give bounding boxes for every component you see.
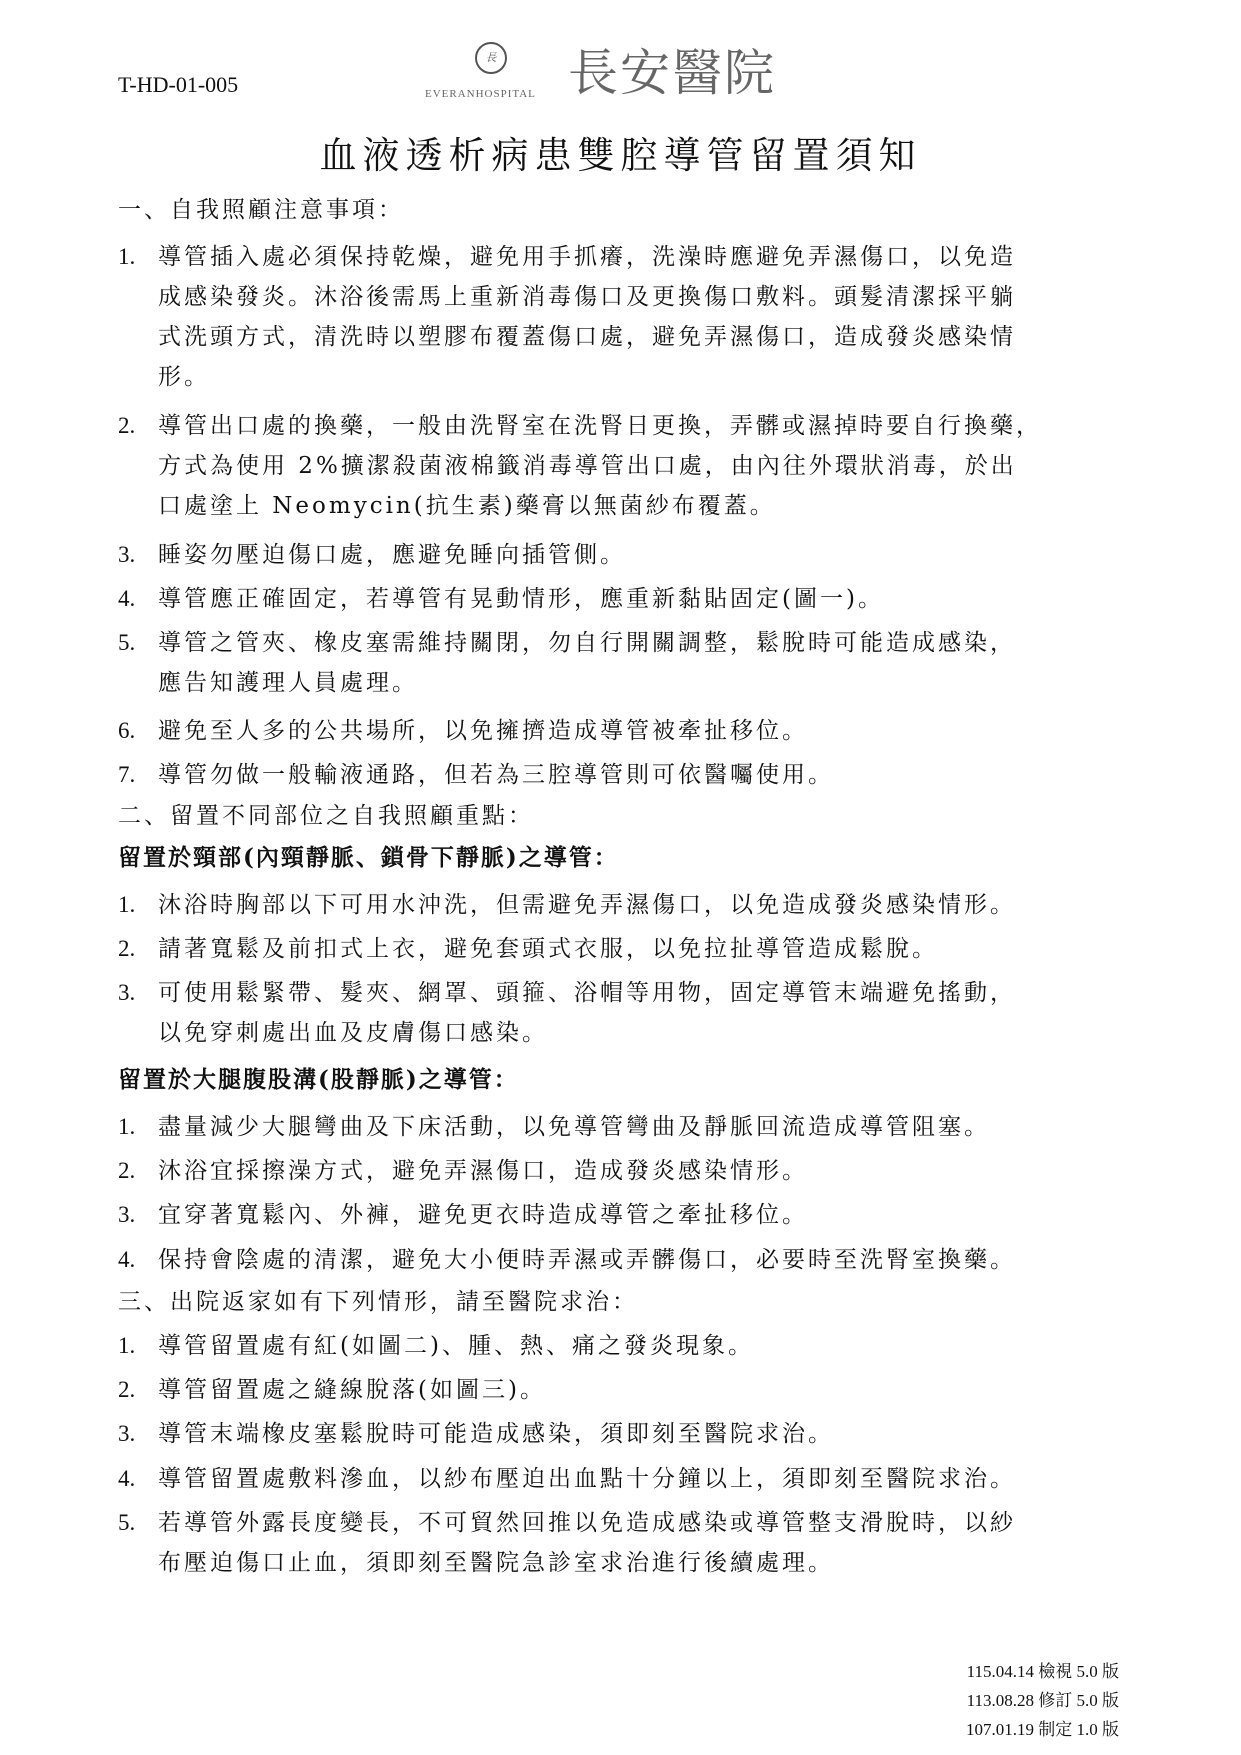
list-item-text: 可使用鬆緊帶、髮夾、網罩、頭箍、浴帽等用物，固定導管末端避免搖動， (158, 980, 1016, 1006)
list-item (118, 1112, 990, 1142)
subsection-heading: 留置於頸部(內頸靜脈、鎖骨下靜脈)之導管： (118, 844, 619, 871)
list-item-number: 5. (118, 1510, 136, 1535)
list-item-number: 3. (118, 542, 136, 567)
list-item-continuation: 以免穿刺處出血及皮膚傷口感染。 (158, 1020, 548, 1046)
list-item-text: 導管留置處敷料滲血，以紗布壓迫出血點十分鐘以上，須即刻至醫院求治。 (158, 1466, 1016, 1492)
version-created: 107.01.19 制定 1.0 版 (966, 1720, 1119, 1739)
version-revised: 113.08.28 修訂 5.0 版 (966, 1691, 1119, 1710)
list-item-text: 導管插入處必須保持乾燥，避免用手抓癢，洗澡時應避免弄濕傷口，以免造 (158, 244, 1016, 270)
emblem-glyph: 長 (485, 52, 497, 64)
list-item-number: 5. (118, 630, 136, 655)
list-item (118, 1331, 754, 1361)
list-item-text: 若導管外露長度變長，不可貿然回推以免造成感染或導管整支滑脫時，以紗 (158, 1510, 1016, 1536)
list-item (118, 411, 1042, 441)
list-item-text: 導管留置處有紅(如圖二)、腫、熱、痛之發炎現象。 (158, 1333, 754, 1359)
list-item-continuation: 式洗頭方式，清洗時以塑膠布覆蓋傷口處，避免弄濕傷口，造成發炎感染情 (158, 324, 1016, 350)
list-item (118, 760, 834, 790)
version-reviewed: 115.04.14 檢視 5.0 版 (966, 1662, 1119, 1681)
list-item (118, 1419, 834, 1449)
list-item-text: 導管應正確固定，若導管有晃動情形，應重新黏貼固定(圖一)。 (158, 586, 884, 612)
list-item-continuation: 形。 (158, 364, 210, 390)
list-item (118, 890, 1016, 920)
list-item-text: 導管末端橡皮塞鬆脫時可能造成感染，須即刻至醫院求治。 (158, 1421, 834, 1447)
page-title: 血液透析病患雙腔導管留置須知 (319, 134, 922, 177)
list-item-number: 7. (118, 762, 136, 787)
hospital-logo (425, 40, 825, 110)
list-item-text: 避免至人多的公共場所，以免擁擠造成導管被牽扯移位。 (158, 718, 808, 744)
list-item-continuation: 布壓迫傷口止血，須即刻至醫院急診室求治進行後續處理。 (158, 1550, 834, 1576)
list-item-number: 4. (118, 1247, 136, 1272)
subsection-heading: 留置於大腿腹股溝(股靜脈)之導管： (118, 1066, 519, 1093)
list-item (118, 934, 938, 964)
list-item-number: 1. (118, 892, 136, 917)
list-item-text: 導管之管夾、橡皮塞需維持關閉，勿自行開關調整，鬆脫時可能造成感染， (158, 630, 1016, 656)
section-heading: 二、留置不同部位之自我照顧重點： (118, 803, 534, 829)
logo-chinese-name: 長安醫院 (568, 44, 776, 102)
logo-english-name: EVERANHOSPITAL (425, 88, 536, 100)
list-item-number: 4. (118, 586, 136, 611)
list-item-text: 睡姿勿壓迫傷口處，應避免睡向插管側。 (158, 542, 626, 568)
list-item-number: 1. (118, 1114, 136, 1139)
list-item-number: 2. (118, 413, 136, 438)
list-item-text: 宜穿著寬鬆內、外褲，避免更衣時造成導管之牽扯移位。 (158, 1202, 808, 1228)
list-item-continuation: 口處塗上 Neomycin(抗生素)藥膏以無菌紗布覆蓋。 (158, 493, 776, 519)
list-item (118, 1375, 546, 1405)
list-item-number: 1. (118, 244, 136, 269)
section-heading: 三、出院返家如有下列情形，請至醫院求治： (118, 1289, 638, 1315)
list-item-continuation: 方式為使用 2%擴潔殺菌液棉籤消毒導管出口處，由內往外環狀消毒，於出 (158, 453, 1017, 479)
list-item (118, 716, 808, 746)
list-item-continuation: 成感染發炎。沐浴後需馬上重新消毒傷口及更換傷口敷料。頭髮清潔採平躺 (158, 284, 1016, 310)
list-item-number: 2. (118, 1377, 136, 1402)
list-item (118, 1156, 808, 1186)
list-item-number: 3. (118, 980, 136, 1005)
list-item-number: 3. (118, 1202, 136, 1227)
list-item (118, 978, 1016, 1008)
list-item-text: 沐浴時胸部以下可用水沖洗，但需避免弄濕傷口，以免造成發炎感染情形。 (158, 892, 1016, 918)
list-item-number: 1. (118, 1333, 136, 1358)
list-item-text: 盡量減少大腿彎曲及下床活動，以免導管彎曲及靜脈回流造成導管阻塞。 (158, 1114, 990, 1140)
list-item-number: 4. (118, 1466, 136, 1491)
list-item-text: 請著寬鬆及前扣式上衣，避免套頭式衣服，以免拉扯導管造成鬆脫。 (158, 936, 938, 962)
list-item-number: 3. (118, 1421, 136, 1446)
list-item-text: 導管勿做一般輸液通路，但若為三腔導管則可依醫囑使用。 (158, 762, 834, 788)
list-item (118, 1464, 1016, 1494)
list-item-text: 沐浴宜採擦澡方式，避免弄濕傷口，造成發炎感染情形。 (158, 1158, 808, 1184)
list-item (118, 584, 884, 614)
list-item-text: 導管留置處之縫線脫落(如圖三)。 (158, 1377, 546, 1403)
list-item (118, 540, 626, 570)
list-item (118, 628, 1016, 658)
section-heading: 一、自我照顧注意事項： (118, 197, 404, 223)
list-item (118, 1200, 808, 1230)
document-code: T-HD-01-005 (118, 72, 239, 97)
list-item-number: 6. (118, 718, 136, 743)
list-item-number: 2. (118, 1158, 136, 1183)
list-item-text: 保持會陰處的清潔，避免大小便時弄濕或弄髒傷口，必要時至洗腎室換藥。 (158, 1247, 1016, 1273)
list-item (118, 1245, 1016, 1275)
list-item-text: 導管出口處的換藥，一般由洗腎室在洗腎日更換，弄髒或濕掉時要自行換藥， (158, 413, 1042, 439)
list-item-number: 2. (118, 936, 136, 961)
list-item-continuation: 應告知護理人員處理。 (158, 670, 418, 696)
list-item (118, 242, 1016, 272)
hospital-emblem-icon (475, 42, 507, 74)
list-item (118, 1508, 1016, 1538)
